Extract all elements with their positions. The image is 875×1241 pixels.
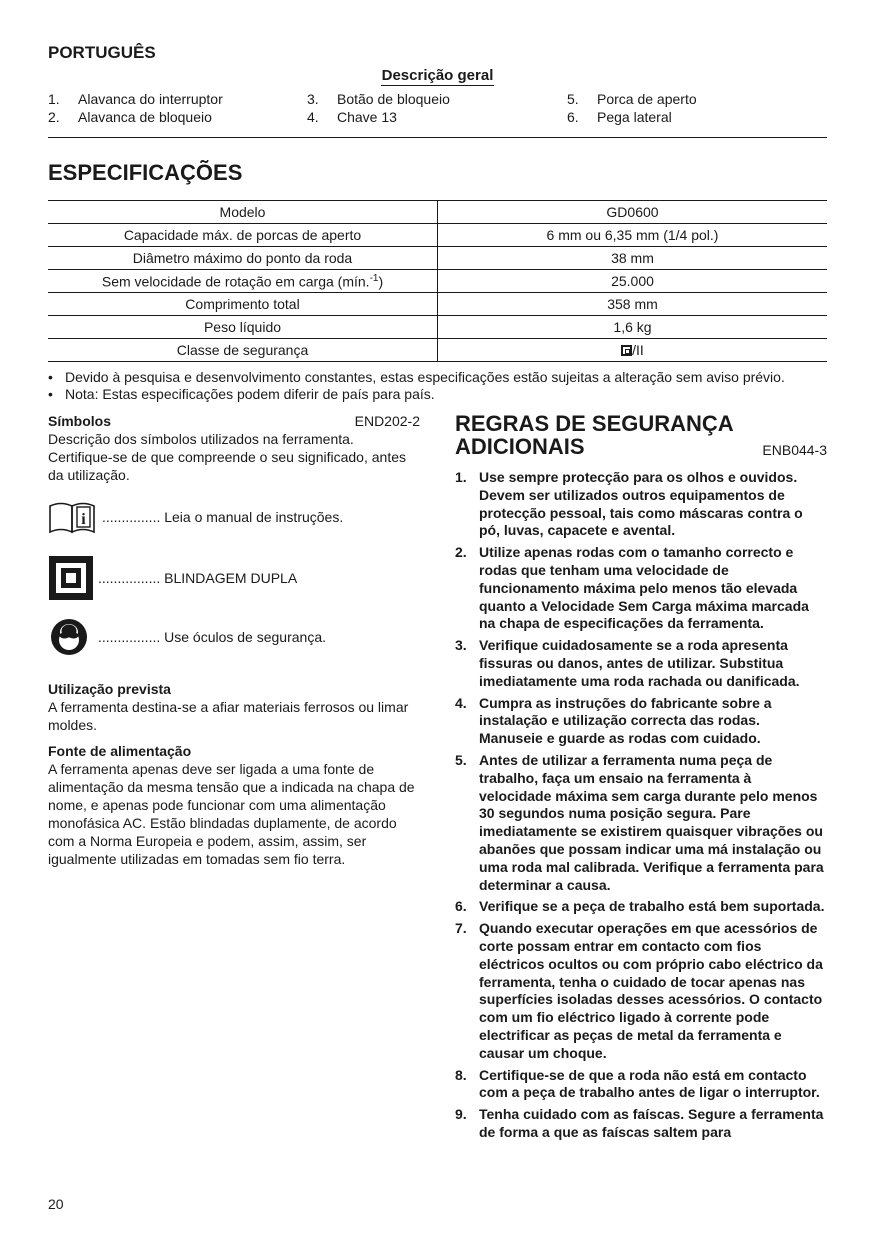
symbols-title: Símbolos — [48, 413, 112, 429]
power-supply-text: A ferramenta apenas deve ser ligada a uma fonte de alimentação da mesma tensão que a indicada na chapa de nome, e apenas pode funcionar com uma alimentação monofásica AC. Estão blindadas duplamente, de acordo com a Norma Europeia e podem, assim, assim, ser igualmente utilizadas em tomadas sem fio terra. — [48, 761, 415, 867]
table-row — [48, 316, 827, 339]
manual-icon — [48, 500, 96, 534]
spec-value: GD0600 — [438, 201, 828, 224]
table-row — [48, 224, 827, 247]
symbol-text: ............... Leia o manual de instruções. — [102, 509, 344, 525]
list-item: 9. Tenha cuidado com as faíscas. Segure a ferramenta de forma a que as faíscas saltem para — [455, 1106, 824, 1140]
table-row — [48, 201, 827, 224]
safety-rules-code: ENB044-3 — [762, 442, 827, 458]
symbols-code: END202-2 — [354, 413, 420, 429]
spec-label: Classe de segurança — [48, 339, 438, 362]
language-heading: PORTUGUÊS — [48, 43, 156, 62]
list-item: 2. Utilize apenas rodas com o tamanho correcto e rodas que tenham uma velocidade de funcionamento máxima pelo menos tão elevada quanto a Velocidade Sem Carga máxima marcada na chapa de especificações da ferramenta. — [455, 544, 809, 632]
spec-value: 6 mm ou 6,35 mm (1/4 pol.) — [438, 224, 828, 247]
svg-text:i: i — [81, 511, 86, 528]
symbol-row — [48, 500, 343, 534]
list-item: 8. Certifique-se de que a roda não está em contacto com a peça de trabalho antes de ligar o interruptor. — [455, 1066, 820, 1101]
spec-value: 38 mm — [438, 247, 828, 270]
list-item: 7. Quando executar operações em que acessórios de corte possam entrar em contacto com fios eléctricos ocultos ou com próprio cabo eléctrico da ferramenta, tenha o cuidado de tocar apenas nas superfícies isoladas desses acessórios. O contacto com um fio eléctrico ligado à corrente pode electrificar as peças de metal da ferramenta e causar um choque. — [455, 920, 823, 1061]
note-item: • Nota: Estas especificações podem diferir de país para país. — [48, 386, 827, 403]
list-item: 3. Verifique cuidadosamente se a roda apresenta fissuras ou danos, antes de utilizar. Substitua imediatamente uma roda rachada ou danificada. — [455, 637, 800, 689]
section-divider — [48, 137, 827, 138]
specifications-title: ESPECIFICAÇÕES — [48, 160, 243, 185]
parts-item: 1. Alavanca do interruptor — [48, 91, 223, 107]
list-item: 6. Verifique se a peça de trabalho está bem suportada. — [455, 898, 825, 915]
spec-value: /II — [438, 339, 828, 362]
page-number: 20 — [48, 1196, 64, 1212]
symbol-text: ................ BLINDAGEM DUPLA — [98, 570, 298, 586]
table-row — [48, 247, 827, 270]
spec-label: Peso líquido — [48, 316, 438, 339]
double-insulation-icon — [621, 345, 632, 356]
symbol-row — [48, 555, 297, 601]
spec-value: 25.000 — [438, 270, 828, 293]
parts-item: 6. Pega lateral — [567, 109, 672, 125]
parts-item: 2. Alavanca de bloqueio — [48, 109, 212, 125]
parts-item: 5. Porca de aperto — [567, 91, 697, 107]
symbols-header — [48, 412, 420, 430]
intended-use-text: A ferramenta destina-se a afiar materiais ferrosos ou limar moldes. — [48, 699, 409, 733]
spec-value: 358 mm — [438, 293, 828, 316]
left-column — [48, 412, 420, 867]
spec-value: 1,6 kg — [438, 316, 828, 339]
note-item: • Devido à pesquisa e desenvolvimento constantes, estas especificações estão sujeitas a alteração sem aviso prévio. — [48, 369, 827, 386]
table-row — [48, 293, 827, 316]
table-row — [48, 270, 827, 293]
safety-glasses-icon — [48, 618, 90, 656]
specifications-table — [48, 200, 827, 362]
symbol-text: ................ Use óculos de segurança. — [98, 629, 326, 645]
symbols-intro: Descrição dos símbolos utilizados na ferramenta. Certifique-se de que compreende o seu significado, antes da utilização. — [48, 431, 406, 483]
safety-rules-list — [455, 469, 827, 1146]
list-item: 1. Use sempre protecção para os olhos e ouvidos. Devem ser utilizados outros equipamentos de protecção pessoal, tais como máscaras contra o pó, luvas, capacete e avental. — [455, 469, 803, 539]
parts-item: 4. Chave 13 — [307, 109, 397, 125]
description-title: Descrição geral — [381, 67, 494, 84]
list-item: 4. Cumpra as instruções do fabricante sobre a instalação e utilização correcta das rodas. Manuseie e guarde as rodas com cuidado. — [455, 694, 772, 747]
safety-rules-title: REGRAS DE SEGURANÇA ADICIONAIS — [455, 411, 733, 459]
spec-label: Modelo — [48, 201, 438, 224]
spec-label: Diâmetro máximo do ponto da roda — [48, 247, 438, 270]
list-item: 5. Antes de utilizar a ferramenta numa peça de trabalho, faça um ensaio na ferramenta à velocidade máxima sem carga durante pelo menos 30 segundos numa posição segura. Pare imediatamente se existirem quaisquer vibrações ou abanões que possam indicar uma má instalação ou uma roda mal calibrada. Verifique a ferramenta para determinar a causa. — [455, 751, 824, 893]
table-row — [48, 339, 827, 362]
power-supply-title: Fonte de alimentação — [48, 743, 192, 759]
right-column — [455, 411, 827, 1140]
spec-label: Sem velocidade de rotação em carga (mín.$^{-1}$) — [48, 270, 438, 293]
power-supply-section — [48, 742, 420, 868]
spec-label: Capacidade máx. de porcas de aperto — [48, 224, 438, 247]
spec-notes — [48, 369, 827, 403]
spec-label: Comprimento total — [48, 293, 438, 316]
symbol-row — [48, 618, 326, 656]
parts-item: 3. Botão de bloqueio — [307, 91, 450, 107]
intended-use-section — [48, 680, 420, 734]
intended-use-title: Utilização prevista — [48, 681, 171, 697]
double-insulation-icon — [48, 555, 94, 601]
